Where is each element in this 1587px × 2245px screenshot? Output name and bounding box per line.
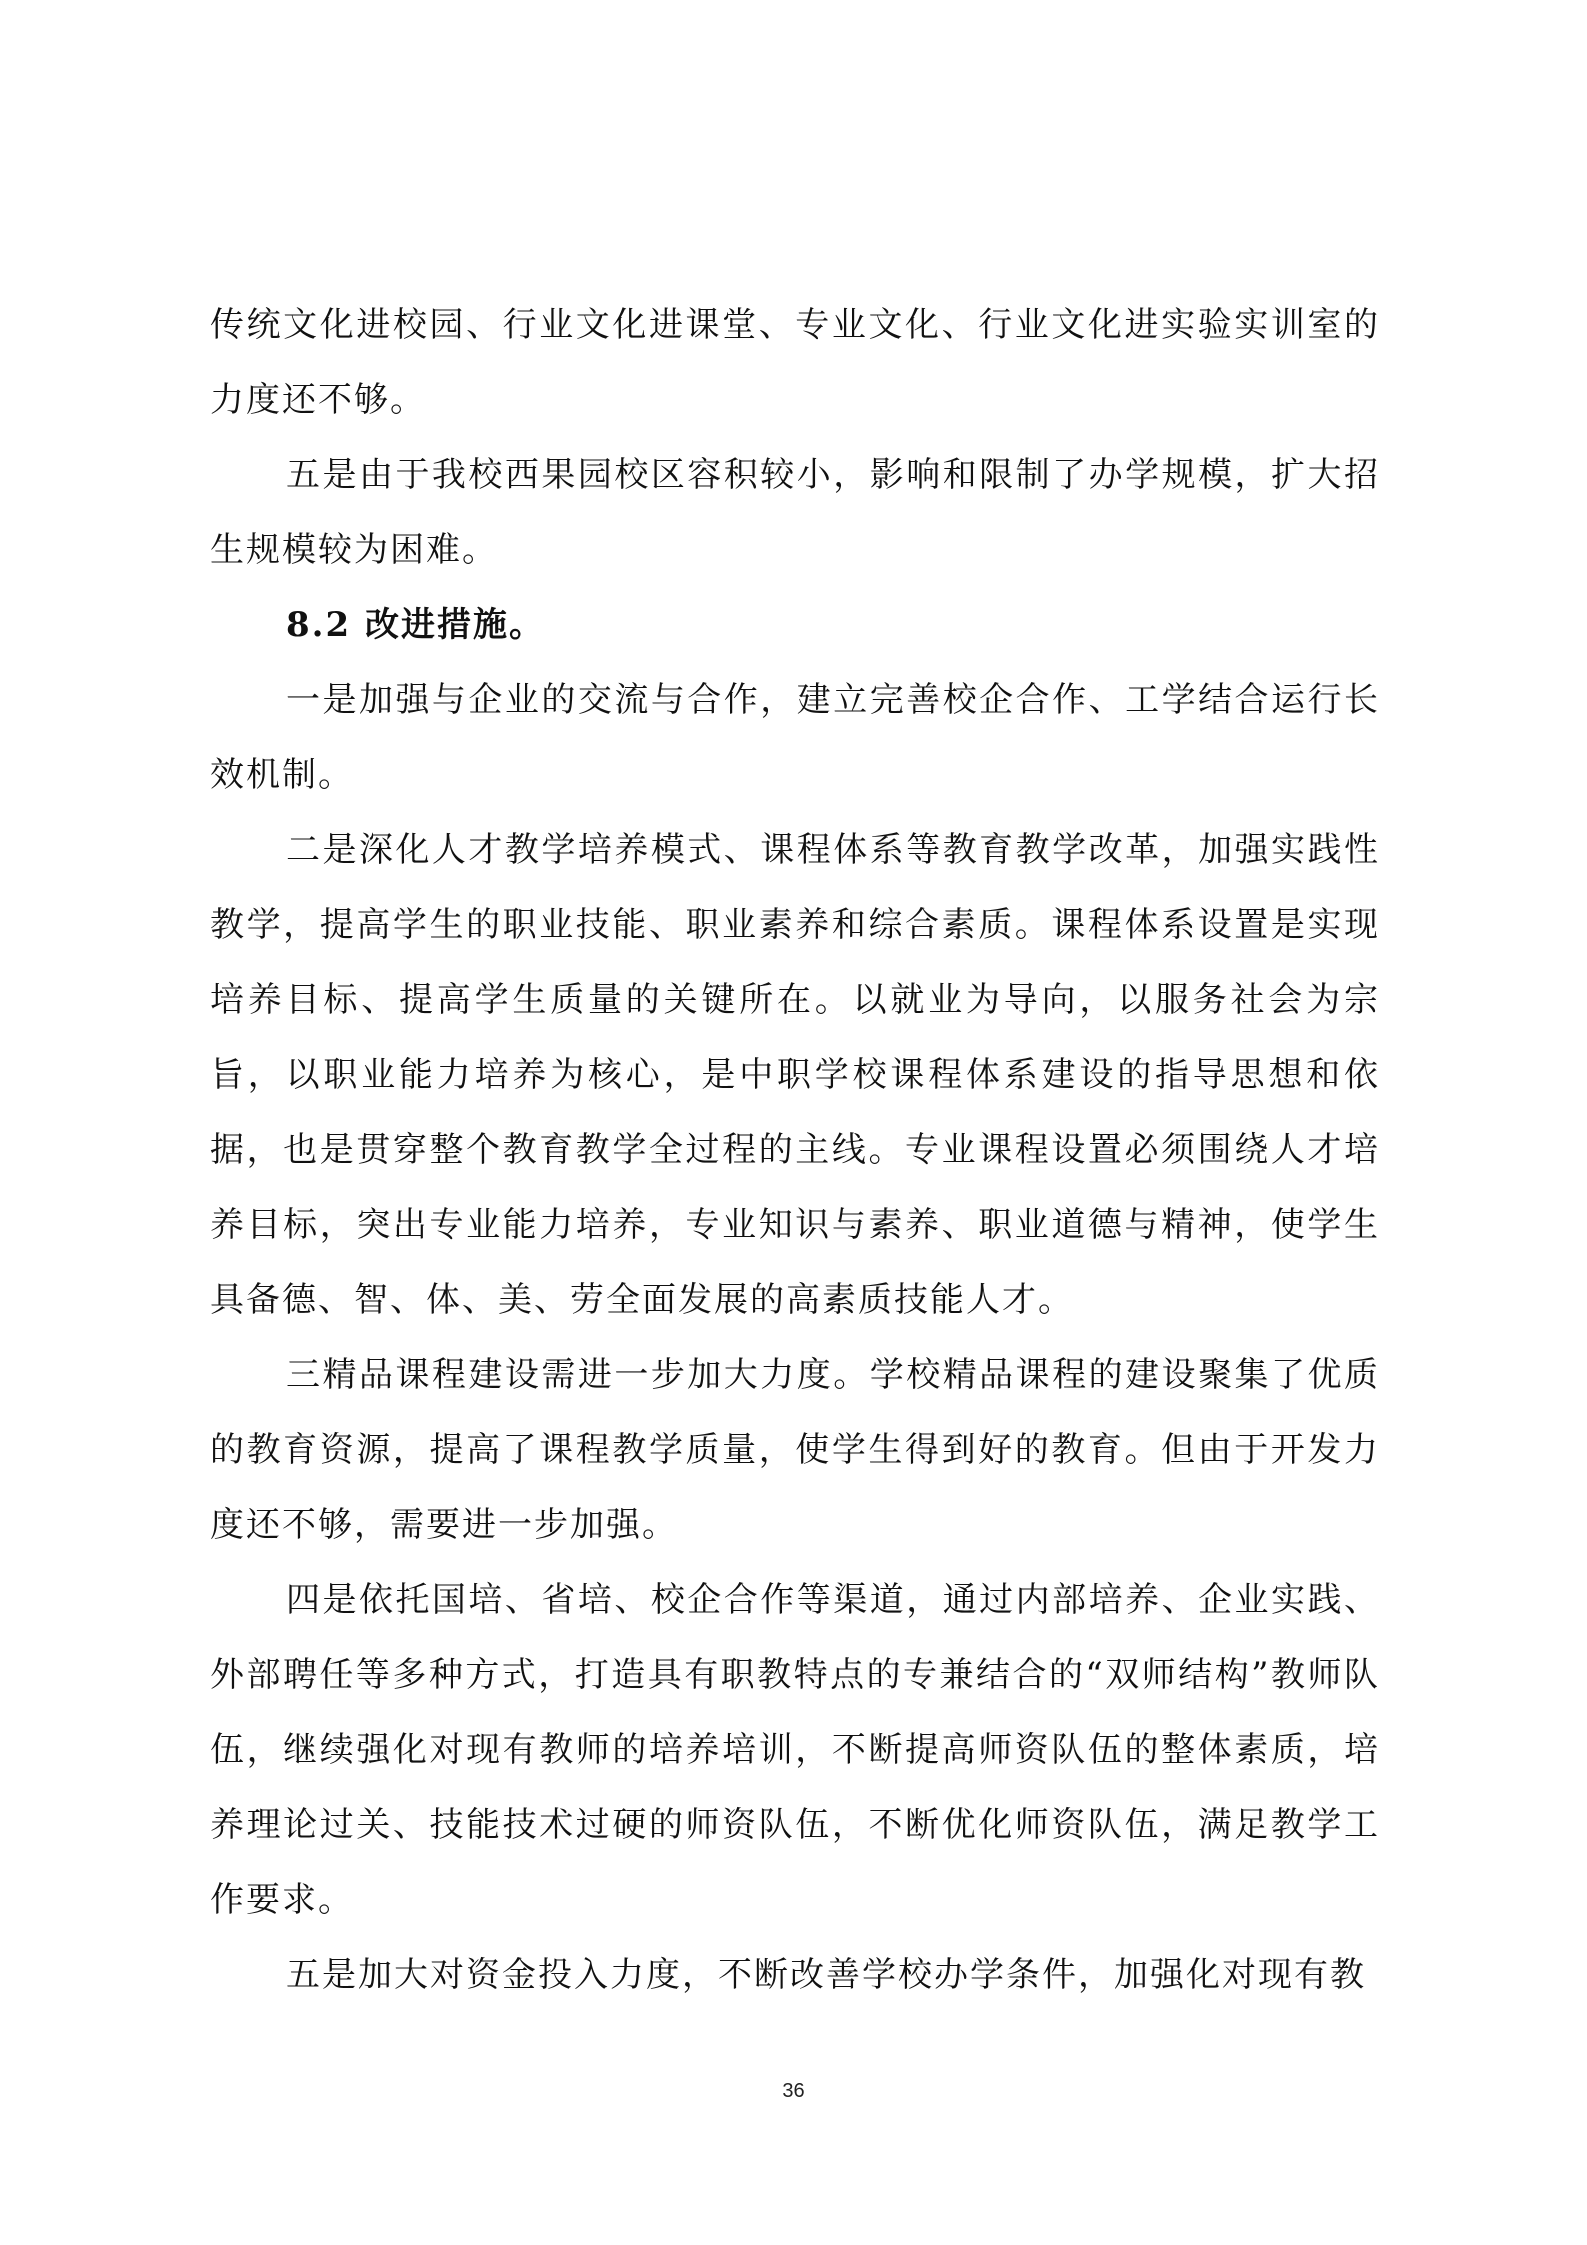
document-body bbox=[210, 288, 1380, 2013]
measure-four-paragraph: 四是依托国培、省培、校企合作等渠道，通过内部培养、企业实践、外部聘任等多种方式，打造具有职教特点的专兼结合的“双师结构”教师队伍，继续强化对现有教师的培养培训，不断提高师资队伍的整体素质，培养理论过关、技能技术过硬的师资队伍，不断优化师资队伍，满足教学工作要求。 bbox=[210, 1580, 1380, 1920]
page-number: 36 bbox=[782, 2080, 805, 2102]
continued-paragraph: 传统文化进校园、行业文化进课堂、专业文化、行业文化进实验实训室的力度还不够。 bbox=[210, 305, 1380, 420]
measure-one-paragraph: 一是加强与企业的交流与合作，建立完善校企合作、工学结合运行长效机制。 bbox=[210, 680, 1380, 795]
measure-three-paragraph: 三精品课程建设需进一步加大力度。学校精品课程的建设聚集了优质的教育资源，提高了课程教学质量，使学生得到好的教育。但由于开发力度还不够，需要进一步加强。 bbox=[210, 1355, 1380, 1545]
issue-five-paragraph: 五是由于我校西果园校区容积较小，影响和限制了办学规模，扩大招生规模较为困难。 bbox=[210, 455, 1380, 570]
measure-five-paragraph: 五是加大对资金投入力度，不断改善学校办学条件，加强化对现有教 bbox=[286, 1955, 1366, 1995]
section-heading: 8.2 改进措施。 bbox=[286, 605, 545, 645]
measure-two-paragraph: 二是深化人才教学培养模式、课程体系等教育教学改革，加强实践性教学，提高学生的职业技能、职业素养和综合素质。课程体系设置是实现培养目标、提高学生质量的关键所在。以就业为导向，以服务社会为宗旨，以职业能力培养为核心，是中职学校课程体系建设的指导思想和依据，也是贯穿整个教育教学全过程的主线。专业课程设置必须围绕人才培养目标，突出专业能力培养，专业知识与素养、职业道德与精神，使学生具备德、智、体、美、劳全面发展的高素质技能人才。 bbox=[210, 830, 1380, 1320]
